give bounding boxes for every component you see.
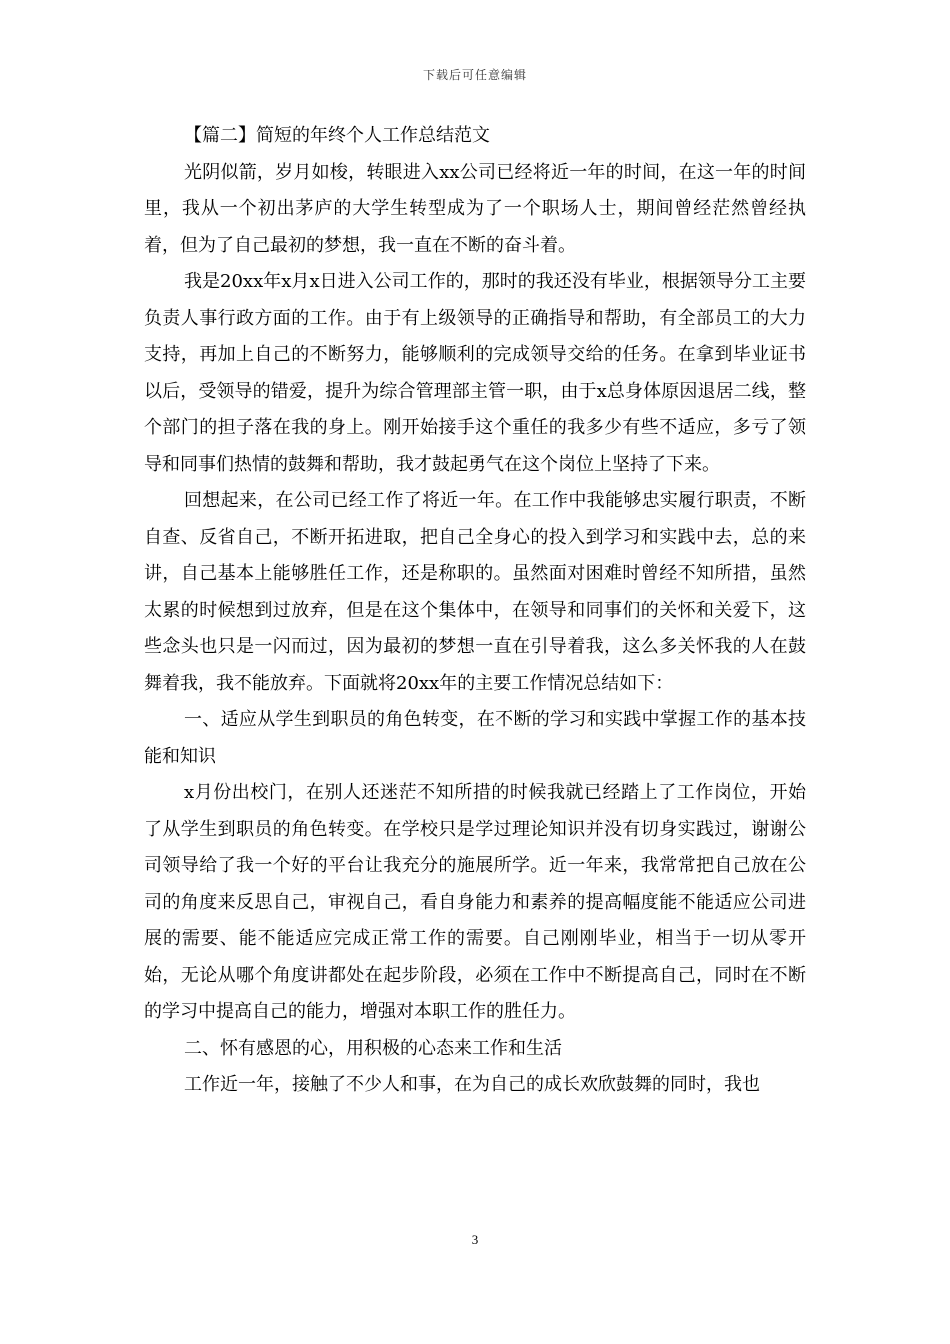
document-title: 【篇二】简短的年终个人工作总结范文 bbox=[184, 125, 490, 146]
paragraph-reflection: 回想起来，在公司已经工作了将近一年。在工作中我能够忠实履行职责，不断自查、反省自己，不断开拓进取，把自己全身心的投入到学习和实践中去，总的来讲，自己基本上能够胜任工作，还是称职的。虽然面对困难时曾经不知所措，虽然太累的时候想到过放弃，但是在这个集体中，在领导和同事们的关怀和关爱下，这些念头也只是一闪而过，因为最初的梦想一直在引导着我，这么多关怀我的人在鼓舞着我，我不能放弃。下面就将20xx年的主要工作情况总结如下： bbox=[144, 490, 806, 694]
document-body bbox=[144, 118, 806, 1104]
section-heading-1: 一、适应从学生到职员的角色转变，在不断的学习和实践中掌握工作的基本技能和知识 bbox=[144, 709, 806, 767]
paragraph-background: 我是20xx年x月x日进入公司工作的，那时的我还没有毕业，根据领导分工主要负责人事行政方面的工作。由于有上级领导的正确指导和帮助，有全部员工的大力支持，再加上自己的不断努力，能够顺利的完成领导交给的任务。在拿到毕业证书以后，受领导的错爱，提升为综合管理部主管一职，由于x总身体原因退居二线，整个部门的担子落在我的身上。刚开始接手这个重任的我多少有些不适应，多亏了领导和同事们热情的鼓舞和帮助，我才鼓起勇气在这个岗位上坚持了下来。 bbox=[144, 271, 806, 475]
page-header: 下载后可任意编辑 bbox=[422, 68, 527, 82]
paragraph-intro: 光阴似箭，岁月如梭，转眼进入xx公司已经将近一年的时间，在这一年的时间里，我从一个初出茅庐的大学生转型成为了一个职场人士，期间曾经茫然曾经执着，但为了自己最初的梦想，我一直在不断的奋斗着。 bbox=[144, 161, 806, 256]
section-heading-2: 二、怀有感恩的心，用积极的心态来工作和生活 bbox=[184, 1037, 562, 1059]
page-number: 3 bbox=[471, 1232, 479, 1247]
paragraph-section-1: x月份出校门，在别人还迷茫不知所措的时候我就已经踏上了工作岗位，开始了从学生到职员的角色转变。在学校只是学过理论知识并没有切身实践过，谢谢公司领导给了我一个好的平台让我充分的施展所学。近一年来，我常常把自己放在公司的角度来反思自己，审视自己，看自身能力和素养的提高幅度能不能适应公司进展的需要、能不能适应完成正常工作的需要。自己刚刚毕业，相当于一切从零开始，无论从哪个角度讲都处在起步阶段，必须在工作中不断提高自己，同时在不断的学习中提高自己的能力，增强对本职工作的胜任力。 bbox=[144, 782, 806, 1022]
paragraph-section-2: 工作近一年，接触了不少人和事，在为自己的成长欢欣鼓舞的同时，我也 bbox=[184, 1074, 760, 1095]
